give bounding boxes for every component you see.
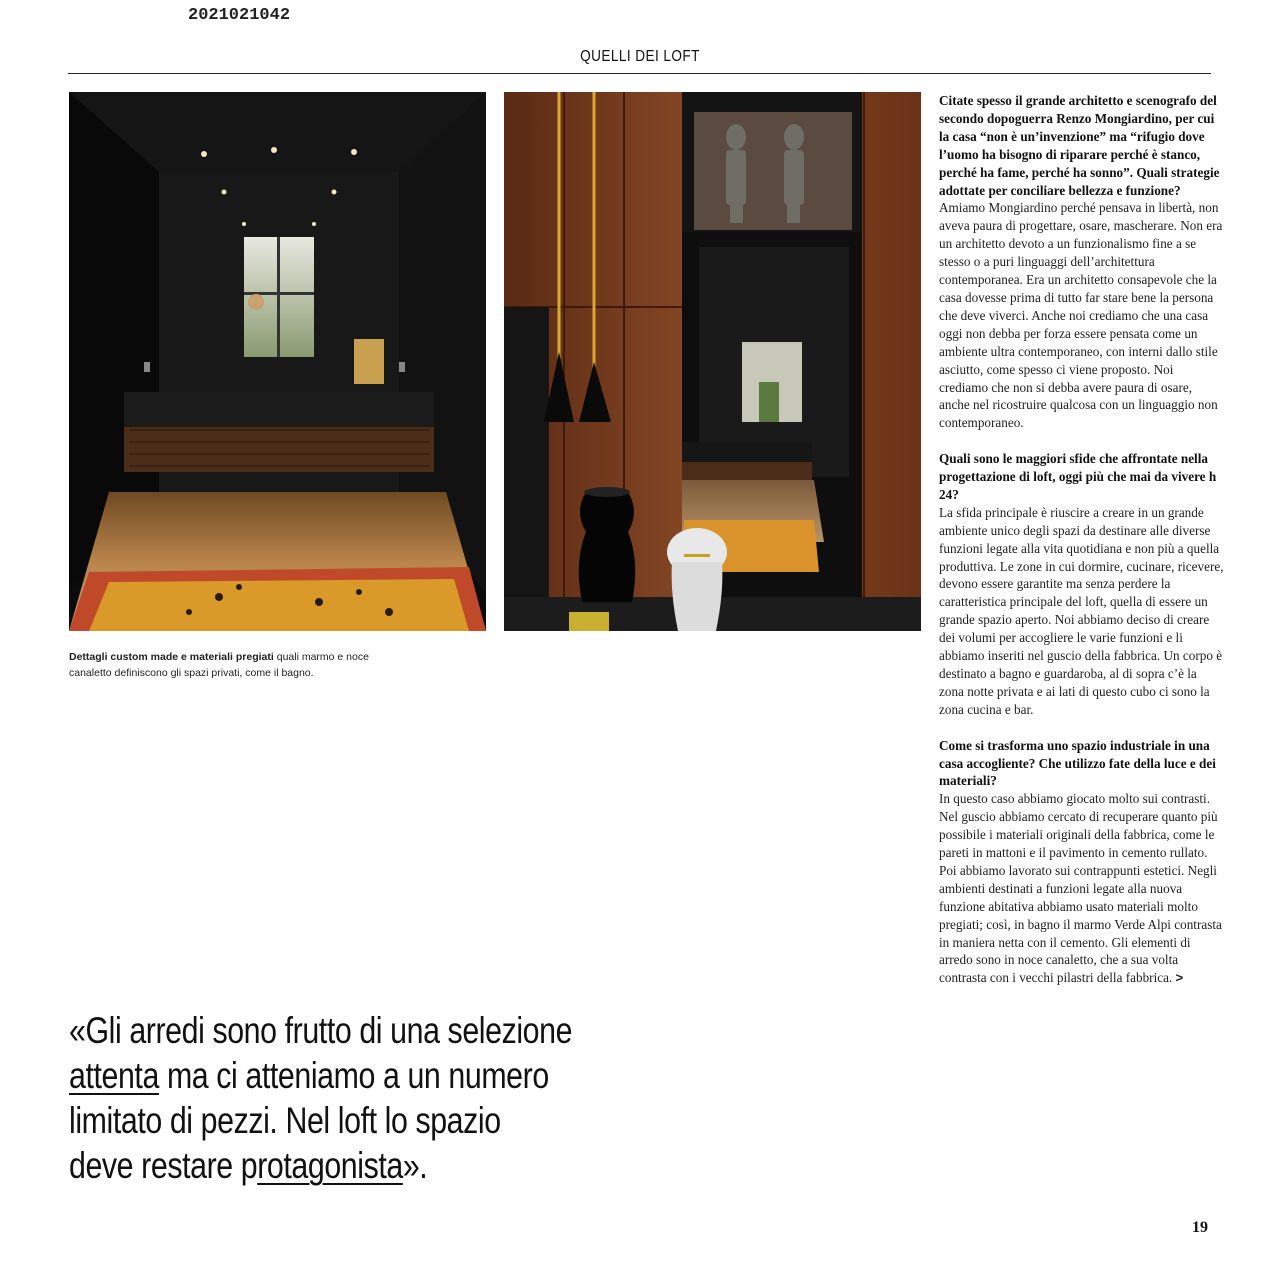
photo-caption [69,649,369,681]
question-1: Citate spesso il grande architetto e scenografo del secondo dopoguerra Renzo Mongiardino, per cui la casa “non è un’invenzione” ma “rifugio dove l’uomo ha bisogno di riparare perché è stanco, perché ha fame, perché ha sonno”. Quali strategie adottate per conciliare bellezza e funzione? [939,93,1220,198]
section-title: QUELLI DEI LOFT [580,48,700,65]
question-2: Quali sono le maggiori sfide che affrontate nella progettazione di loft, oggi più che mai da vivere h 24? [939,451,1217,502]
question-3: Come si trasforma uno spazio industriale in una casa accogliente? Che utilizzo fate della luce e dei materiali? [939,737,1216,789]
document-code: 2021021042 [188,6,291,25]
quote-line-4-pre: deve restare p [69,1145,258,1186]
photo-living [504,92,921,631]
caption-lead: Dettagli custom made e materiali pregiati [69,651,274,663]
quote-underlined-word: attenta [69,1055,159,1096]
pull-quote [69,1008,577,1188]
photo-bathroom [69,92,486,631]
quote-line-1: «Gli arredi sono frutto di una selezione [69,1010,573,1051]
quote-line-3: limitato di pezzi. Nel loft lo spazio [69,1100,501,1141]
caption-text: quali marmo e noce canaletto definiscono gli spazi privati, come il bagno. [69,651,369,679]
answer-3 [939,790,1224,987]
interview-block-1 [939,92,1224,432]
quote-line-2 [69,1053,577,1098]
interview-block-3 [939,737,1224,988]
quote-line-2-rest: ma ci atteniamo a un numero [158,1055,549,1096]
answer-1: Amiamo Mongiardino perché pensava in libertà, non aveva paura di progettare, osare, mascherare. Non era un architetto devoto a un funzionalismo fine a se stesso o a puri linguaggi dell’architettura contemporanea. Era un architetto consapevole che la casa dovesse prima di tutto far stare bene la persona che deve viverci. Anche noi crediamo che una casa oggi non debba per forza essere pensata come un ambiente ultra contemporaneo, con interni dallo stile asciutto, come spesso ci viene proposto. Noi crediamo che non si debba avere paura di osare, anche nel ricostruire qualcosa con un linguaggio non contemporaneo. [939,200,1223,431]
interview-block-2 [939,450,1224,719]
photo-living-drawing [504,92,921,631]
answer-2: La sfida principale è riuscire a creare in un grande ambiente unico degli spazi da destinare alle diverse funzioni legate alla vita quotidiana e non più a quella produttiva. Le zone in cui dormire, cucinare, ricevere, devono essere garantite ma senza perdere la caratteristica principale del loft, quella di essere un grande spazio aperto. Noi abbiamo deciso di creare dei volumi per accogliere le varie funzioni e li abbiamo inseriti nel guscio della fabbrica. Un corpo è destinato a bagno e guardaroba, al di sopra c’è la zona notte privata e ai lati di questo cubo ci sono la zona cucina e bar. [939,504,1224,717]
quote-line-4 [69,1143,577,1188]
quote-line-4-post: ». [402,1145,428,1186]
continue-arrow-icon: > [1175,970,1184,986]
interview-column [939,92,1224,1005]
page-number: 19 [1192,1219,1208,1236]
photo-bathroom-drawing [69,92,486,631]
quote-underlined-phrase: rotagonista [257,1145,403,1186]
header-rule [68,73,1211,74]
answer-3-text: In questo caso abbiamo giocato molto sui contrasti. Nel guscio abbiamo cercato di recuperare quanto più possibile i materiali originali della fabbrica, come le pareti in mattoni e il pavimento in cemento rullato. Poi abbiamo lavorato sui contrappunti estetici. Negli ambienti destinati a funzioni legate alla nuova funzione abitativa abbiamo usato materiali molto pregiati; così, in bagno il marmo Verde Alpi contrasta in maniera netta con il cemento. Gli elementi di arredo sono in noce canaletto, che a sua volta contrasta con i vecchi pilastri della fabbrica. [939,791,1222,986]
